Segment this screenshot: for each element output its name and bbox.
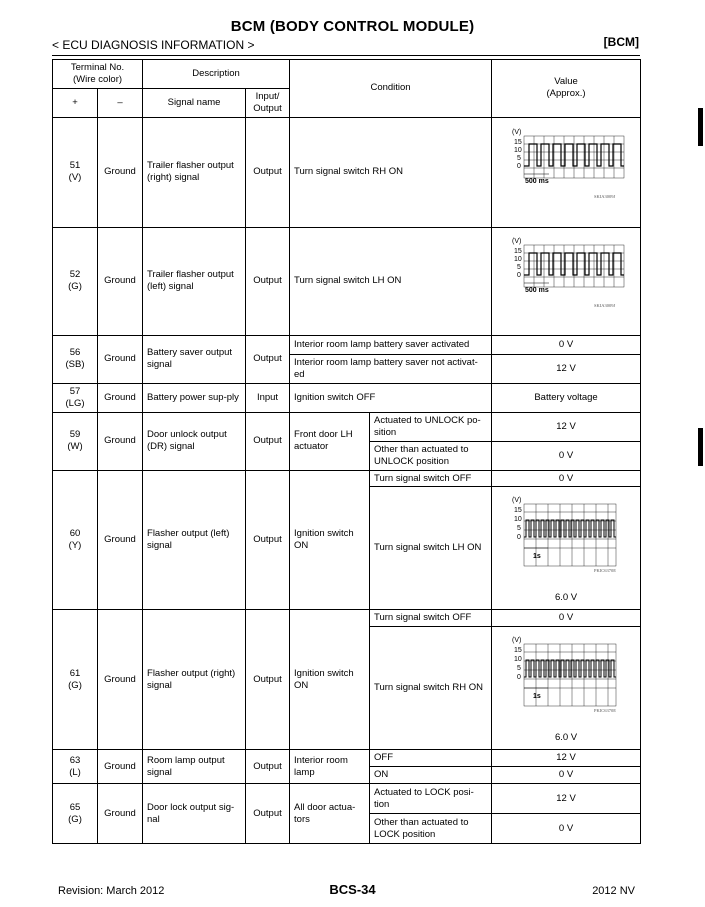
table-row bbox=[53, 470, 641, 487]
terminal-number: 56 bbox=[69, 347, 81, 359]
terminal-number: 61 bbox=[69, 667, 81, 679]
page-edge-tab-marker bbox=[698, 108, 703, 146]
header-rule bbox=[52, 55, 640, 56]
wave-y-tick: 15 bbox=[514, 507, 522, 515]
wave-trace bbox=[524, 660, 616, 677]
condition-cell: Other than actuated to LOCK position bbox=[370, 814, 492, 844]
terminal-cell bbox=[53, 610, 98, 750]
header-approx-label: (Approx.) bbox=[546, 88, 586, 100]
table-row bbox=[53, 412, 641, 441]
wave-time-label: 500 ms bbox=[525, 178, 549, 185]
condition-main-cell: Front door LH actuator bbox=[290, 412, 370, 470]
header-input-output: Input/ Output bbox=[246, 88, 290, 117]
wave-y-tick: 5 bbox=[517, 264, 521, 271]
value-text: 6.0 V bbox=[554, 732, 578, 744]
terminal-number: 59 bbox=[69, 429, 81, 441]
io-cell: Output bbox=[246, 784, 290, 844]
wave-y-tick: 10 bbox=[514, 256, 522, 263]
io-cell: Output bbox=[246, 335, 290, 383]
wave-ref-code: SKIA3009J bbox=[594, 303, 616, 308]
value-cell bbox=[492, 227, 641, 335]
signal-name-cell: Flasher output (right) signal bbox=[143, 610, 246, 750]
io-cell: Output bbox=[246, 117, 290, 227]
wave-ref-code: SKIA3009J bbox=[594, 194, 616, 199]
wave-trace bbox=[524, 520, 616, 537]
terminal-cell bbox=[53, 335, 98, 383]
value-cell: Battery voltage bbox=[492, 383, 641, 412]
value-cell: 0 V bbox=[492, 767, 641, 784]
wire-color: (W) bbox=[67, 441, 83, 452]
wave-y-tick: 0 bbox=[517, 674, 521, 682]
terminal-number: 60 bbox=[69, 528, 81, 540]
condition-cell: Turn signal switch OFF bbox=[370, 470, 492, 487]
terminal-cell bbox=[53, 227, 98, 335]
signal-name-cell: Battery power sup-ply bbox=[143, 383, 246, 412]
condition-cell: Actuated to LOCK posi-tion bbox=[370, 784, 492, 814]
value-cell: 12 V bbox=[492, 354, 641, 383]
pulse-waveform-1s bbox=[496, 632, 636, 732]
terminal-spec-table bbox=[52, 59, 641, 844]
section-breadcrumb: < ECU DIAGNOSIS INFORMATION > bbox=[52, 38, 255, 52]
wave-y-tick: 10 bbox=[514, 147, 522, 154]
ground-cell: Ground bbox=[98, 470, 143, 610]
table-row bbox=[53, 227, 641, 335]
ground-cell: Ground bbox=[98, 335, 143, 383]
terminal-cell bbox=[53, 750, 98, 784]
header-plus: + bbox=[53, 88, 98, 117]
value-cell: 0 V bbox=[492, 814, 641, 844]
table-row bbox=[53, 383, 641, 412]
condition-cell: Interior room lamp battery saver not activat-ed bbox=[290, 354, 492, 383]
condition-main-cell: Ignition switch ON bbox=[290, 470, 370, 610]
header-minus: – bbox=[98, 88, 143, 117]
pulse-waveform-500ms bbox=[496, 231, 636, 331]
wire-color: (LG) bbox=[65, 397, 85, 409]
ground-cell: Ground bbox=[98, 383, 143, 412]
section-code: [BCM] bbox=[603, 35, 639, 49]
table-row bbox=[53, 610, 641, 627]
wire-color: (SB) bbox=[65, 359, 85, 370]
signal-name-cell: Room lamp output signal bbox=[143, 750, 246, 784]
table-row bbox=[53, 750, 641, 767]
terminal-cell bbox=[53, 412, 98, 470]
footer-page-number: BCS-34 bbox=[329, 882, 376, 897]
signal-name-cell: Flasher output (left) signal bbox=[143, 470, 246, 610]
condition-main-cell: All door actua-tors bbox=[290, 784, 370, 844]
wave-ref-code: PKIC6370E bbox=[594, 568, 617, 574]
condition-cell: Turn signal switch RH ON bbox=[290, 117, 492, 227]
value-cell: 0 V bbox=[492, 610, 641, 627]
ground-cell: Ground bbox=[98, 117, 143, 227]
condition-cell: Turn signal switch LH ON bbox=[370, 487, 492, 610]
wave-y-tick: 0 bbox=[517, 272, 521, 279]
wave-time-label: 500 ms bbox=[525, 287, 549, 294]
ground-cell: Ground bbox=[98, 784, 143, 844]
header-signal-name: Signal name bbox=[143, 88, 246, 117]
value-cell: 0 V bbox=[492, 470, 641, 487]
condition-cell: Actuated to UNLOCK po-sition bbox=[370, 412, 492, 441]
condition-cell: OFF bbox=[370, 750, 492, 767]
terminal-number: 52 bbox=[69, 269, 81, 281]
terminal-number: 51 bbox=[69, 160, 81, 172]
header-terminal-no bbox=[53, 60, 143, 89]
wave-y-unit: (V) bbox=[512, 129, 522, 136]
io-cell: Output bbox=[246, 470, 290, 610]
wire-color: (V) bbox=[68, 172, 82, 183]
table-header-row bbox=[53, 60, 641, 89]
wire-color: (L) bbox=[69, 766, 81, 778]
table-row bbox=[53, 335, 641, 354]
footer-model: 2012 NV bbox=[592, 885, 635, 897]
ground-cell: Ground bbox=[98, 610, 143, 750]
pulse-waveform-1s bbox=[496, 492, 636, 592]
condition-main-cell: Ignition switch ON bbox=[290, 610, 370, 750]
footer-revision: Revision: March 2012 bbox=[58, 885, 165, 897]
value-cell: 12 V bbox=[492, 412, 641, 441]
signal-name-cell: Door lock output sig-nal bbox=[143, 784, 246, 844]
wave-y-tick: 5 bbox=[517, 665, 521, 673]
value-cell: 12 V bbox=[492, 750, 641, 767]
wave-y-tick: 0 bbox=[517, 534, 521, 542]
condition-main-cell: Interior room lamp bbox=[290, 750, 370, 784]
header-value-label: Value bbox=[554, 76, 578, 88]
terminal-cell bbox=[53, 784, 98, 844]
condition-cell: ON bbox=[370, 767, 492, 784]
wave-y-tick: 15 bbox=[514, 647, 522, 655]
value-text: 6.0 V bbox=[554, 592, 578, 604]
wire-color: (Y) bbox=[68, 539, 82, 551]
ground-cell: Ground bbox=[98, 412, 143, 470]
io-cell: Input bbox=[246, 383, 290, 412]
wave-y-unit: (V) bbox=[512, 637, 522, 645]
wave-ref-code: PKIC6370E bbox=[594, 708, 617, 714]
header-condition: Condition bbox=[290, 60, 492, 118]
signal-name-cell: Trailer flasher output (right) signal bbox=[143, 117, 246, 227]
value-cell: 12 V bbox=[492, 784, 641, 814]
terminal-cell bbox=[53, 383, 98, 412]
wave-time-label: 1s bbox=[533, 553, 541, 561]
io-cell: Output bbox=[246, 227, 290, 335]
condition-cell: Ignition switch OFF bbox=[290, 383, 492, 412]
page-edge-tab-marker bbox=[698, 428, 703, 466]
pulse-waveform-500ms bbox=[496, 122, 636, 222]
wave-y-tick: 0 bbox=[517, 163, 521, 170]
signal-name-cell: Trailer flasher output (left) signal bbox=[143, 227, 246, 335]
wave-y-tick: 10 bbox=[514, 656, 522, 664]
value-cell: 0 V bbox=[492, 441, 641, 470]
wire-color: (G) bbox=[68, 679, 82, 691]
io-cell: Output bbox=[246, 750, 290, 784]
wave-y-tick: 5 bbox=[517, 155, 521, 162]
value-cell bbox=[492, 117, 641, 227]
terminal-cell bbox=[53, 470, 98, 610]
wave-time-label: 1s bbox=[533, 693, 541, 701]
signal-name-cell: Door unlock output (DR) signal bbox=[143, 412, 246, 470]
value-cell bbox=[492, 627, 641, 750]
condition-cell: Interior room lamp battery saver activated bbox=[290, 335, 492, 354]
ground-cell: Ground bbox=[98, 227, 143, 335]
io-cell: Output bbox=[246, 412, 290, 470]
wave-y-unit: (V) bbox=[512, 238, 522, 245]
terminal-number: 65 bbox=[69, 801, 81, 813]
wire-color: (G) bbox=[68, 281, 82, 292]
condition-cell: Turn signal switch OFF bbox=[370, 610, 492, 627]
terminal-number: 57 bbox=[69, 385, 81, 397]
condition-cell: Turn signal switch LH ON bbox=[290, 227, 492, 335]
table-row bbox=[53, 117, 641, 227]
wave-y-tick: 5 bbox=[517, 525, 521, 533]
ground-cell: Ground bbox=[98, 750, 143, 784]
header-terminal-label: Terminal No. bbox=[70, 62, 125, 73]
io-cell: Output bbox=[246, 610, 290, 750]
table-row bbox=[53, 784, 641, 814]
wire-color: (G) bbox=[68, 813, 82, 825]
value-cell: 0 V bbox=[492, 335, 641, 354]
wave-y-tick: 10 bbox=[514, 516, 522, 524]
wave-y-tick: 15 bbox=[514, 248, 522, 255]
signal-name-cell: Battery saver output signal bbox=[143, 335, 246, 383]
condition-cell: Other than actuated to UNLOCK position bbox=[370, 441, 492, 470]
value-cell bbox=[492, 487, 641, 610]
condition-cell: Turn signal switch RH ON bbox=[370, 627, 492, 750]
wave-y-unit: (V) bbox=[512, 497, 522, 505]
terminal-number: 63 bbox=[69, 754, 81, 766]
wave-y-tick: 15 bbox=[514, 139, 522, 146]
header-wire-color-label: (Wire color) bbox=[72, 73, 123, 85]
header-value bbox=[492, 60, 641, 118]
header-description: Description bbox=[143, 60, 290, 89]
page-title: BCM (BODY CONTROL MODULE) bbox=[230, 18, 475, 35]
terminal-cell bbox=[53, 117, 98, 227]
